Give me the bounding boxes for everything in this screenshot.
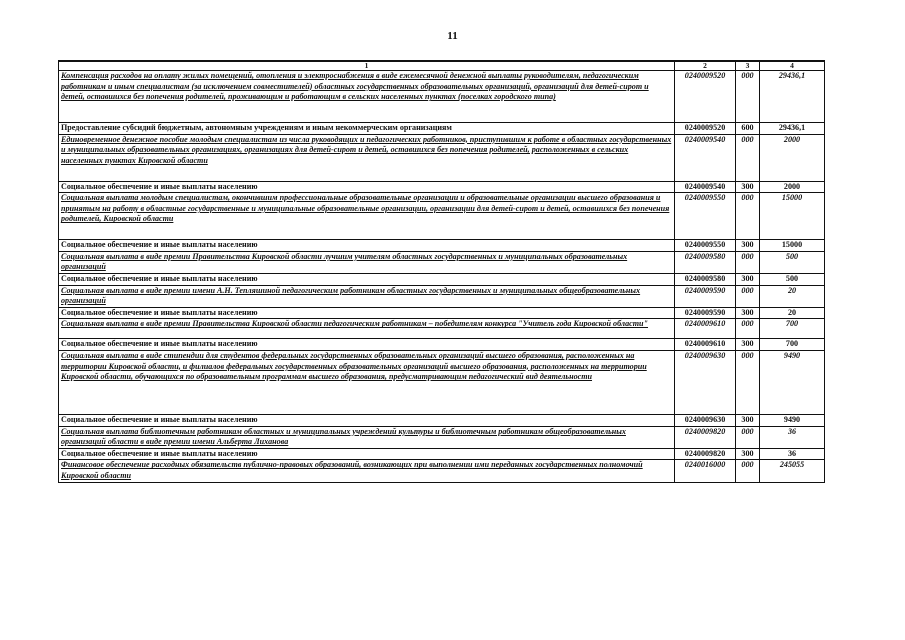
header-col-4: 4: [760, 61, 825, 71]
row-code-cell: 0240009540: [675, 134, 736, 181]
row-code-cell: 0240009590: [675, 285, 736, 307]
table-row: [59, 350, 825, 414]
row-expense-type-cell: 000: [736, 460, 760, 482]
row-expense-type-cell: 300: [736, 414, 760, 426]
row-code-cell: 0240009590: [675, 307, 736, 319]
row-expense-type-cell: 000: [736, 193, 760, 240]
row-name-cell: Социальное обеспечение и иные выплаты населению: [59, 307, 675, 319]
row-name-cell: Социальное обеспечение и иные выплаты населению: [59, 240, 675, 252]
row-sum-cell: 20: [760, 285, 825, 307]
row-name-cell: Социальное обеспечение и иные выплаты населению: [59, 273, 675, 285]
table-row: [59, 448, 825, 460]
table-row: [59, 71, 825, 123]
row-name-text: Социальная выплата в виде премии Правительства Кировской области педагогическим работникам – победителям конкурса "Учитель года Кировской области": [61, 319, 649, 329]
row-name-text: Социальная выплата молодым специалистам, окончившим профессиональные образовательные организации и образовательные организации высшего образования и принятым на работу в областные государственные и муниципальные образовательные организации, организации для детей-сирот и детей, оставшихся без попечения родителей, Кировской области: [61, 193, 670, 224]
table-row: [59, 134, 825, 181]
row-expense-type-cell: 000: [736, 134, 760, 181]
row-expense-type-cell: 300: [736, 448, 760, 460]
row-sum-cell: 700: [760, 339, 825, 351]
table-row: [59, 193, 825, 240]
row-code-cell: 0240009610: [675, 339, 736, 351]
row-code-cell: 0240009580: [675, 251, 736, 273]
table-row: [59, 181, 825, 193]
row-name-text: Социальная выплата библиотечным работникам областных и муниципальных учреждений культуры и библиотечным работникам общеобразовательных организаций области в виде премии имени Альберта Лиханова: [61, 426, 626, 447]
row-expense-type-cell: 000: [736, 285, 760, 307]
row-code-cell: 0240009820: [675, 426, 736, 448]
table-row: [59, 426, 825, 448]
row-name-cell: Социальное обеспечение и иные выплаты населению: [59, 339, 675, 351]
budget-table: [58, 60, 825, 483]
row-name-text: Социальная выплата в виде премии Правительства Кировской области лучшим учителям областных государственных и муниципальных образовательных организаций: [61, 251, 628, 272]
table-row: [59, 251, 825, 273]
table-row: [59, 307, 825, 319]
row-code-cell: 0240009520: [675, 123, 736, 135]
row-sum-cell: 9490: [760, 350, 825, 414]
row-name-cell: [59, 134, 675, 181]
header-col-3: 3: [736, 61, 760, 71]
row-expense-type-cell: 300: [736, 240, 760, 252]
row-expense-type-cell: 300: [736, 273, 760, 285]
row-name-cell: [59, 251, 675, 273]
row-name-cell: [59, 460, 675, 482]
row-expense-type-cell: 300: [736, 307, 760, 319]
row-code-cell: 0240009520: [675, 71, 736, 123]
row-expense-type-cell: 300: [736, 181, 760, 193]
row-name-cell: Социальное обеспечение и иные выплаты населению: [59, 181, 675, 193]
row-name-cell: [59, 426, 675, 448]
table-row: [59, 285, 825, 307]
row-name-cell: [59, 285, 675, 307]
table-row: [59, 414, 825, 426]
row-name-text: Компенсация расходов на оплату жилых помещений, отопления и электроснабжения в виде ежемесячной денежной выплаты руководителям, педагогическим работникам и иным специалистам (за исключением совместителей) областных государственных образовательных организаций, организаций для детей-сирот и детей, оставшихся без попечения родителей, проживающим и работающим в сельских населенных пунктах (поселках городского типа): [61, 71, 649, 102]
row-name-text: Единовременное денежное пособие молодым специалистам из числа руководящих и педагогических работников, приступившим к работе в областных государственных и муниципальных образовательных организациях, организациях для детей-сирот и детей, оставшихся без попечения родителей, расположенных в сельских населенных пунктах Кировской области: [61, 134, 672, 165]
row-code-cell: 0240009630: [675, 414, 736, 426]
row-name-cell: Социальное обеспечение и иные выплаты населению: [59, 414, 675, 426]
row-expense-type-cell: 000: [736, 350, 760, 414]
table-row: [59, 273, 825, 285]
row-expense-type-cell: 000: [736, 426, 760, 448]
table-row: [59, 123, 825, 135]
row-sum-cell: 15000: [760, 193, 825, 240]
row-name-cell: [59, 193, 675, 240]
table-row: [59, 240, 825, 252]
row-code-cell: 0240009580: [675, 273, 736, 285]
row-expense-type-cell: 300: [736, 339, 760, 351]
row-expense-type-cell: 000: [736, 319, 760, 339]
header-col-2: 2: [675, 61, 736, 71]
page-number: 11: [447, 30, 458, 42]
row-expense-type-cell: 000: [736, 251, 760, 273]
row-code-cell: 0240009550: [675, 240, 736, 252]
table-header: [59, 61, 825, 71]
header-col-1: 1: [59, 61, 675, 71]
table-row: [59, 319, 825, 339]
row-sum-cell: 500: [760, 273, 825, 285]
table-row: [59, 460, 825, 482]
row-code-cell: 0240009630: [675, 350, 736, 414]
row-name-text: Финансовое обеспечение расходных обязательств публично-правовых образований, возникающих при выполнении ими переданных государственных полномочий Кировской области: [61, 460, 643, 480]
row-code-cell: 0240009610: [675, 319, 736, 339]
row-name-text: Социальная выплата в виде стипендии для студентов федеральных государственных образовательных организаций высшего образования, расположенных на территории Кировской области, и филиалов федеральных государственных образовательных организаций высшего образования, расположенных на территории Кировской области, обучающихся по образовательным программам высшего образования, предусматривающим педагогический вид деятельности: [61, 350, 647, 382]
row-sum-cell: 700: [760, 319, 825, 339]
row-sum-cell: 29436,1: [760, 123, 825, 135]
row-sum-cell: 500: [760, 251, 825, 273]
row-name-cell: [59, 71, 675, 123]
table-row: [59, 339, 825, 351]
row-sum-cell: 15000: [760, 240, 825, 252]
row-sum-cell: 36: [760, 426, 825, 448]
row-code-cell: 0240016000: [675, 460, 736, 482]
row-sum-cell: 9490: [760, 414, 825, 426]
row-name-cell: [59, 319, 675, 339]
row-sum-cell: 36: [760, 448, 825, 460]
header-row: [59, 61, 825, 71]
row-name-cell: Социальное обеспечение и иные выплаты населению: [59, 448, 675, 460]
row-expense-type-cell: 600: [736, 123, 760, 135]
row-expense-type-cell: 000: [736, 71, 760, 123]
table-body: [59, 71, 825, 483]
row-code-cell: 0240009550: [675, 193, 736, 240]
row-sum-cell: 2000: [760, 134, 825, 181]
row-sum-cell: 2000: [760, 181, 825, 193]
row-code-cell: 0240009820: [675, 448, 736, 460]
row-sum-cell: 29436,1: [760, 71, 825, 123]
row-code-cell: 0240009540: [675, 181, 736, 193]
row-sum-cell: 245055: [760, 460, 825, 482]
row-sum-cell: 20: [760, 307, 825, 319]
row-name-text: Социальная выплата в виде премии имени А.Н. Тепляшиной педагогическим работникам областных государственных и муниципальных общеобразовательных организаций: [61, 285, 641, 306]
row-name-cell: [59, 350, 675, 414]
row-name-cell: Предоставление субсидий бюджетным, автономным учреждениям и иным некоммерческим организациям: [59, 123, 675, 135]
